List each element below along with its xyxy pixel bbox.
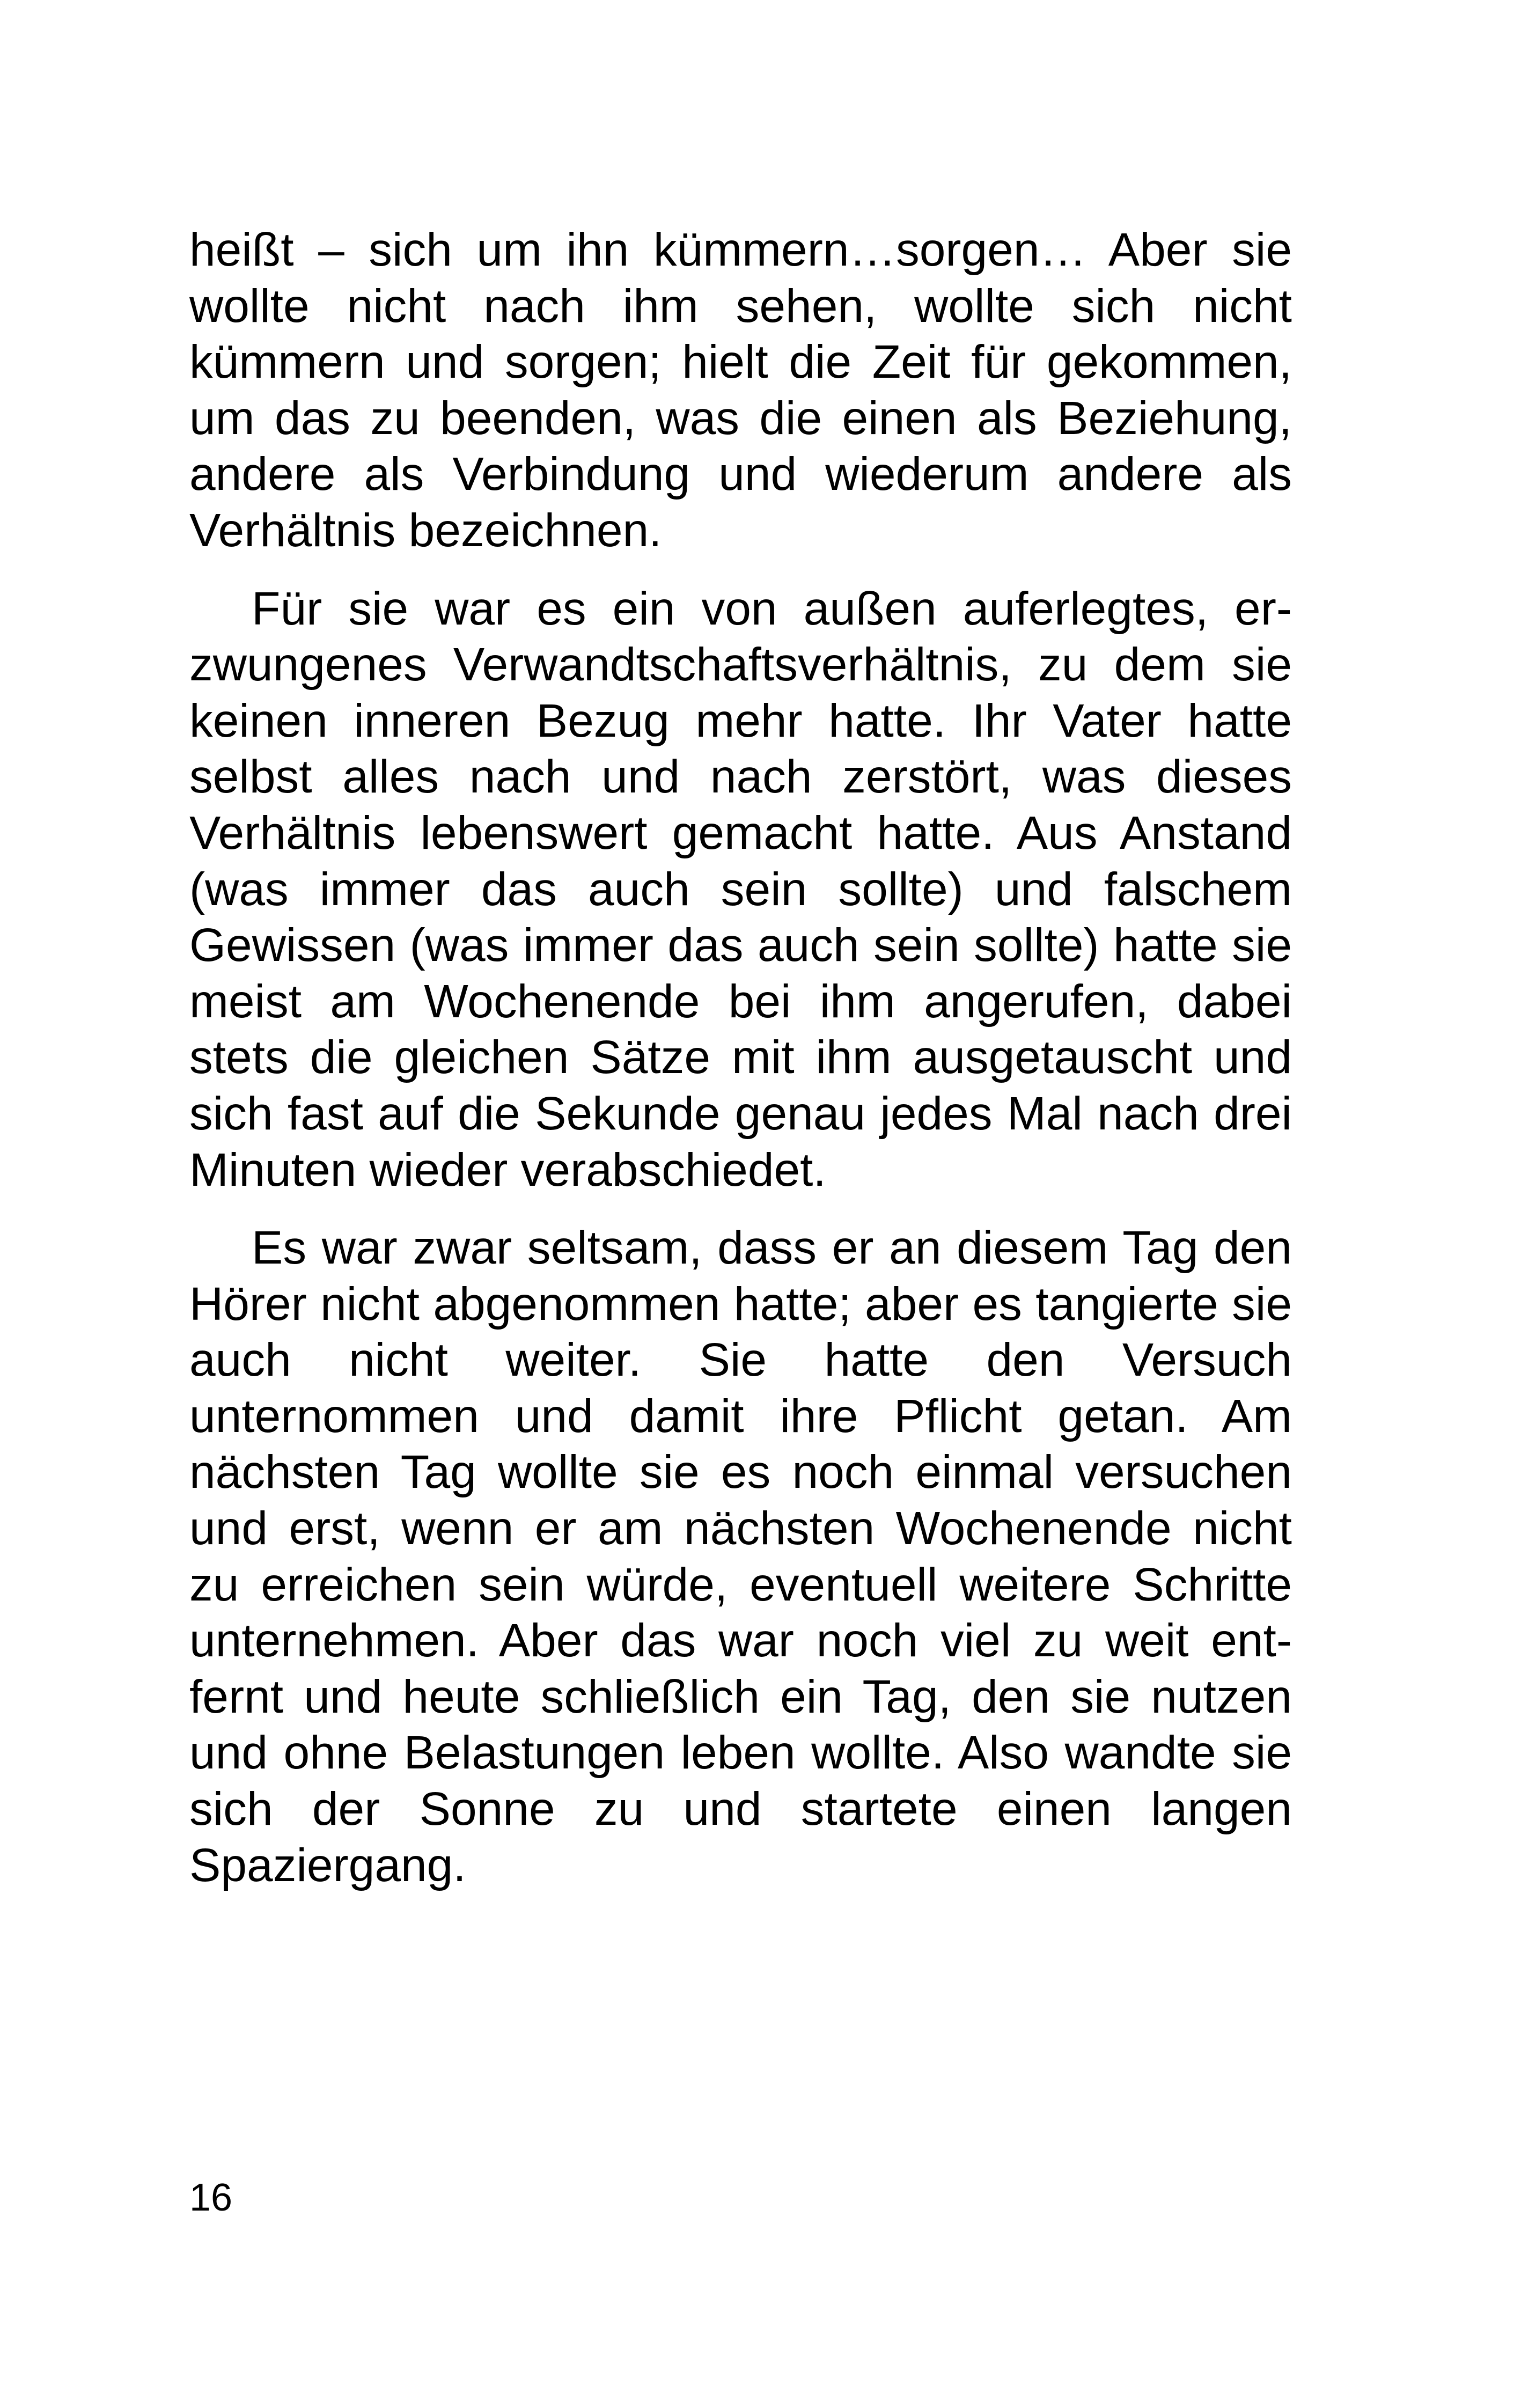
paragraph-phone-call: Es war zwar seltsam, dass er an diesem Tag den Hörer nicht abgenommen hatte; aber es tangierte sie auch nicht weiter. Sie hatte den Versuch unternommen und damit ihre Pflicht getan. Am nächsten Tag wollte sie es noch einmal versuchen und erst, wenn er am nächsten Wochenende nicht zu erreichen sein würde, eventuell weitere Schritte unternehmen. Aber das war noch viel zu weit entfernt und heute schließlich ein Tag, den sie nutzen und ohne Belastungen leben wollte. Also wandte sie sich der Sonne zu und startete einen langen Spaziergang.: [189, 1221, 1292, 1891]
body-text: [189, 222, 1292, 1893]
paragraph-relationship: Für sie war es ein von außen auferlegtes, erzwungenes Verwandtschaftsverhältnis, zu dem sie keinen inneren Bezug mehr hatte. Ihr Vater hatte selbst alles nach und nach zerstört, was dieses Verhältnis lebenswert gemacht hatte. Aus Anstand (was immer das auch sein sollte) und falschem Gewissen (was immer das auch sein sollte) hatte sie meist am Wochenende bei ihm angerufen, dabei stets die gleichen Sätze mit ihm ausgetauscht und sich fast auf die Sekunde genau jedes Mal nach drei Minuten wieder verabschiedet.: [189, 582, 1292, 1196]
page-number: 16: [189, 2176, 233, 2219]
paragraph-continuation: heißt – sich um ihn kümmern…sorgen… Aber sie wollte nicht nach ihm sehen, wollte sich nicht kümmern und sorgen; hielt die Zeit für gekommen, um das zu beenden, was die einen als Beziehung, andere als Verbindung und wiederum andere als Verhältnis bezeichnen.: [189, 223, 1292, 556]
